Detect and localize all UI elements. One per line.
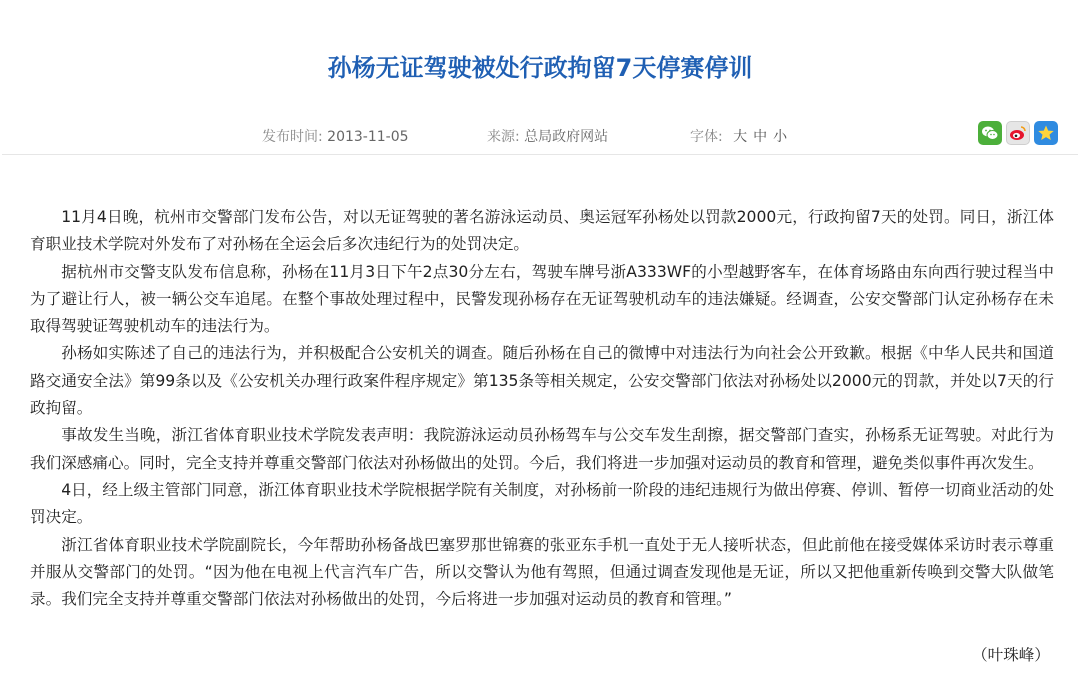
- source-label: 来源:: [487, 129, 520, 145]
- favorite-star-icon: [1037, 124, 1055, 142]
- article-paragraph-6: 浙江省体育职业技术学院副院长，今年帮助孙杨备战巴塞罗那世锦赛的张亚东手机一直处于无人接听状态，但此前他在接受媒体采访时表示尊重并服从交警部门的处罚。“因为他在电视上代言汽车广告，所以交警认为他有驾照，但通过调查发现他是无证，所以又把他重新传唤到交警大队做笔录。我们完全支持并尊重交警部门依法对孙杨做出的处罚，今后将进一步加强对运动员的教育和管理。”: [30, 535, 1054, 609]
- share-bar: [978, 121, 1058, 145]
- article-author: （叶珠峰）: [972, 646, 1050, 664]
- wechat-icon: [981, 125, 999, 141]
- article-paragraph-2: 据杭州市交警支队发布信息称，孙杨在11月3日下午2点30分左右，驾驶车牌号浙A333WF的小型越野客车，在体育场路由东向西行驶过程当中为了避让行人，被一辆公交车追尾。在整个事故处理过程中，民警发现孙杨存在无证驾驶机动车的违法嫌疑。经调查，公安交警部门认定孙杨存在未取得驾驶证驾驶机动车的违法行为。: [30, 262, 1054, 336]
- font-size-large-link[interactable]: 大: [733, 129, 748, 145]
- article-source: [487, 126, 608, 146]
- article-paragraph-1: 11月4日晚，杭州市交警部门发布公告，对以无证驾驶的著名游泳运动员、奥运冠军孙杨处以罚款2000元，行政拘留7天的处罚。同日，浙江体育职业技术学院对外发布了对孙杨在全运会后多次违纪行为的处罚决定。: [30, 208, 1054, 254]
- article-body: [30, 204, 1054, 613]
- weibo-icon: [1009, 125, 1027, 141]
- article-title: 孙杨无证驾驶被处行政拘留7天停赛停训: [327, 54, 753, 82]
- publish-date: [262, 126, 409, 146]
- article-paragraph-3: 孙杨如实陈述了自己的违法行为，并积极配合公安机关的调查。随后孙杨在自己的微博中对违法行为向社会公开致歉。根据《中华人民共和国道路交通安全法》第99条以及《公安机关办理行政案件程序规定》第135条等相关规定，公安交警部门依法对孙杨处以2000元的罚款，并处以7天的行政拘留。: [30, 344, 1054, 418]
- favorite-button[interactable]: [1034, 121, 1058, 145]
- font-size-label: 字体:: [690, 129, 723, 145]
- article-paragraph-4: 事故发生当晚，浙江省体育职业技术学院发表声明：我院游泳运动员孙杨驾车与公交车发生刮擦，据交警部门查实，孙杨系无证驾驶。对此行为我们深感痛心。同时，完全支持并尊重交警部门依法对孙杨做出的处罚。今后，我们将进一步加强对运动员的教育和管理，避免类似事件再次发生。: [30, 426, 1054, 472]
- publish-date-label: 发布时间:: [262, 129, 323, 145]
- header-divider: [2, 154, 1078, 155]
- source-value: 总局政府网站: [524, 129, 609, 145]
- publish-date-value: 2013-11-05: [327, 129, 409, 145]
- font-size-selector: [690, 126, 787, 146]
- weibo-share-button[interactable]: [1006, 121, 1030, 145]
- font-size-small-link[interactable]: 小: [773, 129, 788, 145]
- font-size-medium-link[interactable]: 中: [753, 129, 768, 145]
- wechat-share-button[interactable]: [978, 121, 1002, 145]
- article-paragraph-5: 4日，经上级主管部门同意，浙江体育职业技术学院根据学院有关制度，对孙杨前一阶段的违纪违规行为做出停赛、停训、暂停一切商业活动的处罚决定。: [30, 480, 1054, 527]
